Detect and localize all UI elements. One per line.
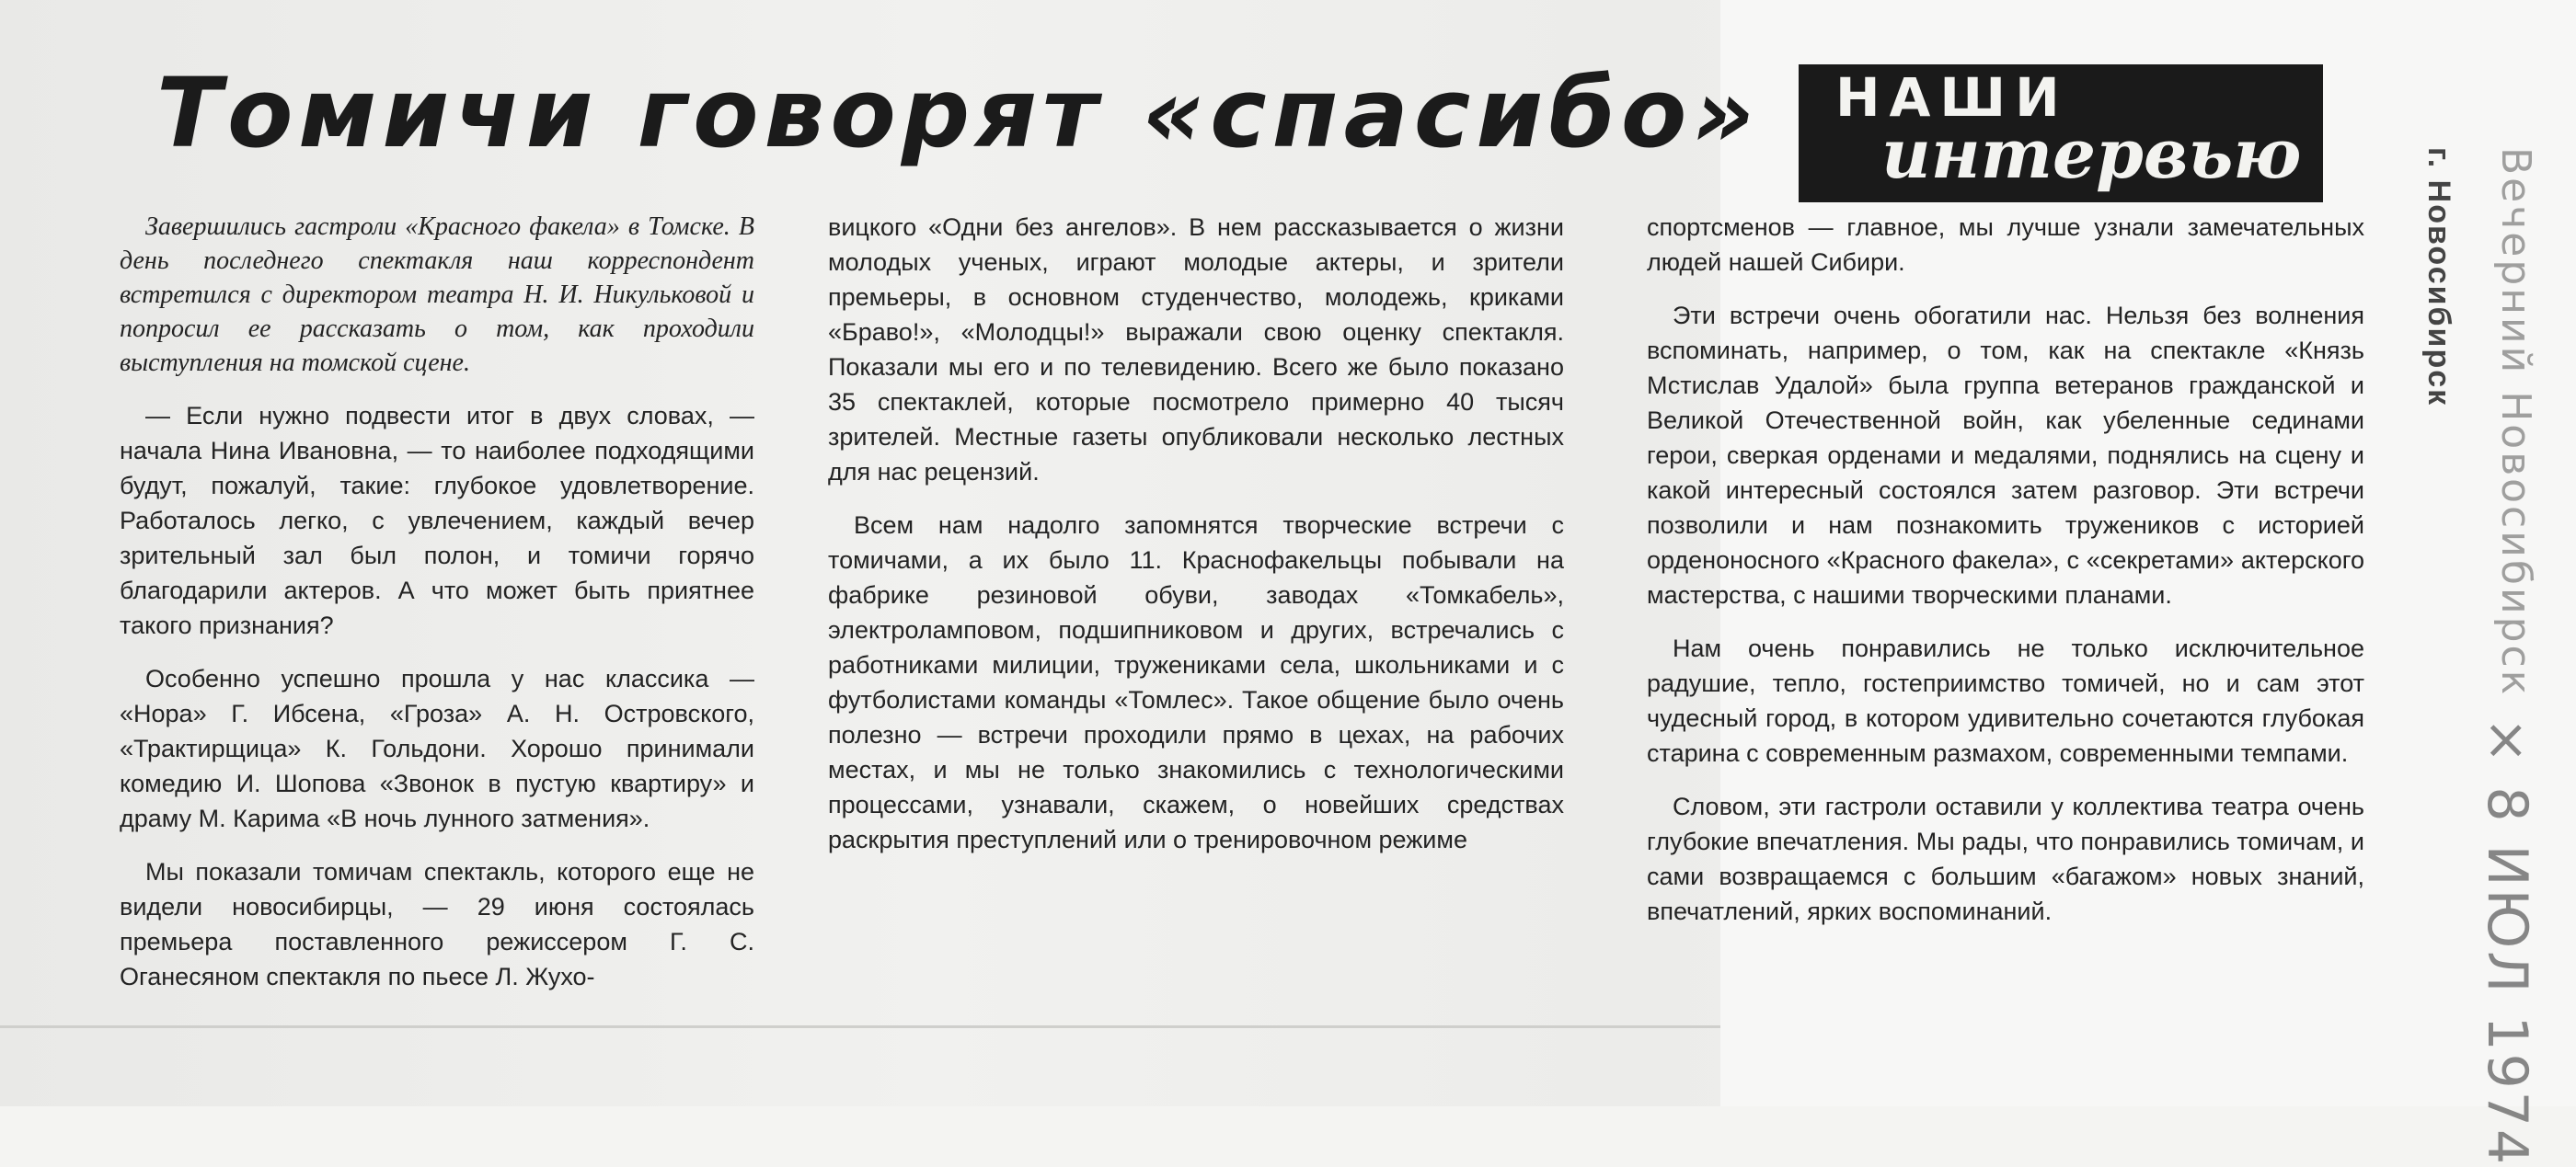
paragraph: вицкого «Одни без ангелов». В нем рассказывается о жизни молодых ученых, играют молодые актеры, и зрители премьеры, в основном студенчество, молодежь, криками «Браво!», «Молодцы!» выражали свою оценку спектакля. Показали мы его и по телевидению. Всего же было показано 35 спектаклей, которые посмотрело примерно 40 тысяч зрителей. Местные газеты опубликовали несколько лестных для нас рецензий. (828, 213, 1564, 486)
rubric-box (1799, 64, 2323, 202)
column-1 (120, 210, 754, 994)
stamp-date: × 8 ИЮЛ 1974 (2475, 717, 2539, 1167)
column-3 (1647, 210, 2364, 929)
paragraph: Нам очень понравились не только исключительное радушие, тепло, гостеприимство томичей, но и сам этот чудесный город, в котором удивительно сочетаются глубокая старина с современным размахом, современными темпами. (1647, 635, 2364, 767)
paragraph: Особенно успешно прошла у нас классика — «Нора» Г. Ибсена, «Гроза» А. Н. Островского, «Трактирщица» К. Гольдони. Хорошо принимали комедию И. Шопова «Звонок в пустую квартиру» и драму М. Карима «В ночь лунного затмения». (120, 665, 754, 832)
column-2 (828, 210, 1564, 857)
stamp-paper-name: Вечерний Новосибирск (2492, 147, 2539, 698)
paragraph: Всем нам надолго запомнятся творческие встречи с томичами, а их было 11. Краснофакельцы побывали на фабрике резиновой обуви, заводах «Томкабель», электроламповом, подшипниковом и других, встречались с работниками милиции, тружениками села, школьниками и с футболистами команды «Томлес». Такое общение было очень полезно — встречи проходили прямо в цехах, на рабочих местах, и мы не только знакомились с технологическими процессами, узнавали, скажем, о новейших средствах раскрытия преступлений или о тренировочном режиме (828, 511, 1564, 853)
paragraph: — Если нужно подвести итог в двух словах, — начала Нина Ивановна, — то наиболее подходящими будут, пожалуй, такие: глубокое удовлетворение. Работалось легко, с увлечением, каждый вечер зрительный зал был полон, и томичи горячо благодарили актеров. А что может быть приятнее такого признания? (120, 402, 754, 639)
paragraph: Мы показали томичам спектакль, которого еще не видели новосибирцы, — 29 июня состоялась премьера поставленного режиссером Г. С. Оганесяном спектакля по пьесе Л. Жухо- (120, 858, 754, 990)
paragraph: спортсменов — главное, мы лучше узнали замечательных людей нашей Сибири. (1647, 213, 2364, 276)
paragraph: Словом, эти гастроли оставили у коллектива театра очень глубокие впечатления. Мы рады, что понравились томичам, и сами возвращаемся с большим «багажом» новых знаний, впечатлений, ярких воспоминаний. (1647, 793, 2364, 925)
intro-paragraph: Завершились гастроли «Красного факела» в Томске. В день последнего спектакля наш корреспондент встретился с директором театра Н. И. Никульковой и попросил ее рассказать о том, как проходили выступления на томской сцене. (120, 212, 754, 377)
headline: Томичи говорят «спасибо» (156, 57, 1760, 169)
paragraph: Эти встречи очень обогатили нас. Нельзя без волнения вспоминать, например, о том, как на спектакле «Князь Мстислав Удалой» была группа ветеранов гражданской и Великой Отечественной войн, как убеленные сединами герои, сверкая орденами и медалями, поднялись на сцену и какой интересный состоялся затем разговор. Эти встречи позволили и нам познакомить тружеников с историей орденоносного «Красного факела», с «секретами» актерского мастерства, с нашими творческими планами. (1647, 302, 2364, 609)
stamp-city: г. Новосибирск (2421, 147, 2456, 407)
rubric-line1: НАШИ (1835, 66, 2069, 129)
rubric-line2: интервью (1881, 115, 2302, 194)
